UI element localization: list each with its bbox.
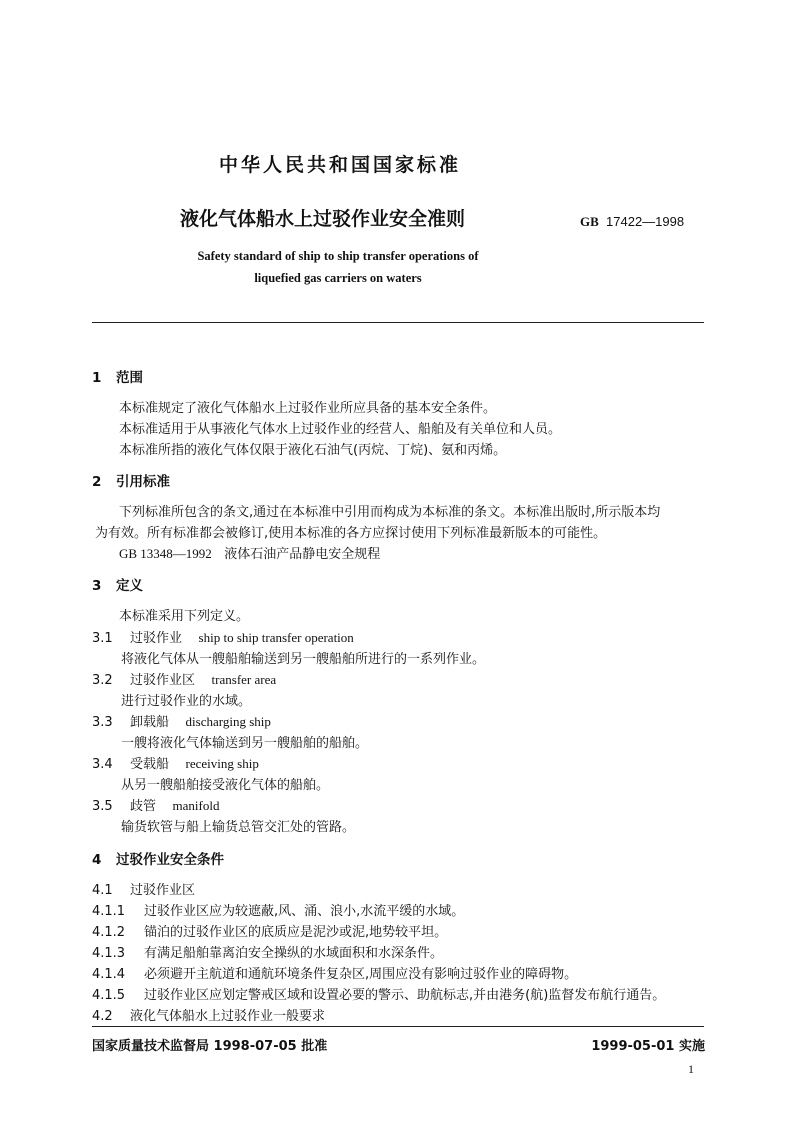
paragraph: 本标准所指的液化气体仅限于液化石油气(丙烷、丁烷)、氨和丙烯。 (119, 443, 507, 458)
clause (92, 1005, 325, 1024)
clause-number: 4.1.4 (92, 967, 126, 982)
clause-number: 3.2 (92, 673, 113, 688)
paragraph: 为有效。所有标准都会被修订,使用本标准的各方应探讨使用下列标准最新版本的可能性。 (95, 526, 607, 541)
document-title: 液化气体船水上过驳作业安全准则 (180, 208, 466, 230)
section-number: 2 (92, 474, 102, 490)
term-chinese: 歧管 (130, 799, 157, 814)
clause (92, 879, 195, 898)
paragraph: 本标准规定了液化气体船水上过驳作业所应具备的基本安全条件。 (119, 401, 497, 416)
term-chinese: 过驳作业 (130, 631, 183, 646)
section-title: 范围 (116, 370, 143, 386)
clause-number: 3.5 (92, 799, 113, 814)
clause (92, 963, 577, 982)
code-prefix: GB (580, 214, 599, 229)
definition-text: 输货软管与船上输货总管交汇处的管路。 (121, 820, 356, 835)
term-chinese: 过驳作业区 (130, 673, 196, 688)
clause-text: 有满足船舶靠离泊安全操纵的水域面积和水深条件。 (144, 946, 444, 961)
section-2-heading (92, 470, 170, 490)
clause-number: 4.1.2 (92, 925, 126, 940)
clause-number: 3.4 (92, 757, 113, 772)
section-1-heading (92, 366, 143, 386)
code-number: 17422—1998 (606, 214, 685, 229)
definition-text: 一艘将液化气体输送到另一艘船舶的船舶。 (121, 736, 369, 751)
reference-title: 液体石油产品静电安全规程 (224, 547, 381, 562)
english-title-line1: Safety standard of ship to ship transfer operations of (197, 249, 479, 263)
section-number: 4 (92, 852, 102, 868)
clause-number: 4.1.1 (92, 904, 126, 919)
reference-entry (119, 543, 380, 562)
header-divider (92, 322, 704, 323)
section-title: 定义 (116, 578, 143, 594)
footer-divider (92, 1026, 704, 1027)
clause-text: 过驳作业区 (130, 883, 196, 898)
term-english: receiving ship (185, 756, 259, 771)
clause-text: 过驳作业区应划定警戒区域和设置必要的警示、助航标志,并由港务(航)监督发布航行通告。 (144, 988, 666, 1003)
definition-text: 将液化气体从一艘船舶输送到另一艘船舶所进行的一系列作业。 (121, 652, 486, 667)
definition-term (92, 795, 219, 814)
english-title-line2: liquefied gas carriers on waters (254, 271, 422, 285)
definition-term (92, 627, 354, 646)
clause-text: 必须避开主航道和通航环境条件复杂区,周围应没有影响过驳作业的障碍物。 (144, 967, 578, 982)
clause (92, 984, 665, 1003)
paragraph: 下列标准所包含的条文,通过在本标准中引用而构成为本标准的条文。本标准出版时,所示版本均 (119, 505, 661, 520)
term-english: transfer area (211, 672, 277, 687)
approval-line: 国家质量技术监督局 1998-07-05 批准 (92, 1039, 328, 1054)
clause-number: 3.1 (92, 631, 113, 646)
definition-term (92, 753, 259, 772)
section-4-heading (92, 848, 224, 868)
definition-text: 进行过驳作业的水域。 (121, 694, 252, 709)
paragraph: 本标准适用于从事液化气体水上过驳作业的经营人、船舶及有关单位和人员。 (119, 422, 562, 437)
clause-text: 液化气体船水上过驳作业一般要求 (130, 1009, 326, 1024)
standard-code (580, 214, 684, 230)
section-number: 3 (92, 578, 102, 594)
clause-text: 过驳作业区应为较遮蔽,风、涌、浪小,水流平缓的水域。 (144, 904, 465, 919)
clause (92, 942, 443, 961)
definition-term (92, 711, 271, 730)
clause-number: 4.1.5 (92, 988, 126, 1003)
clause-number: 4.2 (92, 1009, 113, 1024)
term-english: discharging ship (185, 714, 271, 729)
paragraph: 本标准采用下列定义。 (119, 609, 250, 624)
definition-text: 从另一艘船舶接受液化气体的船舶。 (121, 778, 330, 793)
section-3-heading (92, 574, 143, 594)
term-english: ship to ship transfer operation (198, 630, 354, 645)
clause-text: 锚泊的过驳作业区的底质应是泥沙或泥,地势较平坦。 (144, 925, 448, 940)
definition-term (92, 669, 276, 688)
page-number: 1 (688, 1062, 694, 1076)
section-number: 1 (92, 370, 102, 386)
national-standard-heading: 中华人民共和国国家标准 (218, 154, 461, 176)
clause (92, 921, 447, 940)
term-english: manifold (172, 798, 220, 813)
clause (92, 900, 464, 919)
section-title: 过驳作业安全条件 (116, 852, 224, 868)
clause-number: 4.1.3 (92, 946, 126, 961)
effective-date: 1999-05-01 实施 (591, 1039, 705, 1054)
reference-code: GB 13348—1992 (119, 546, 212, 561)
term-chinese: 受载船 (130, 757, 170, 772)
section-title: 引用标准 (116, 474, 170, 490)
clause-number: 3.3 (92, 715, 113, 730)
clause-number: 4.1 (92, 883, 113, 898)
term-chinese: 卸载船 (130, 715, 170, 730)
